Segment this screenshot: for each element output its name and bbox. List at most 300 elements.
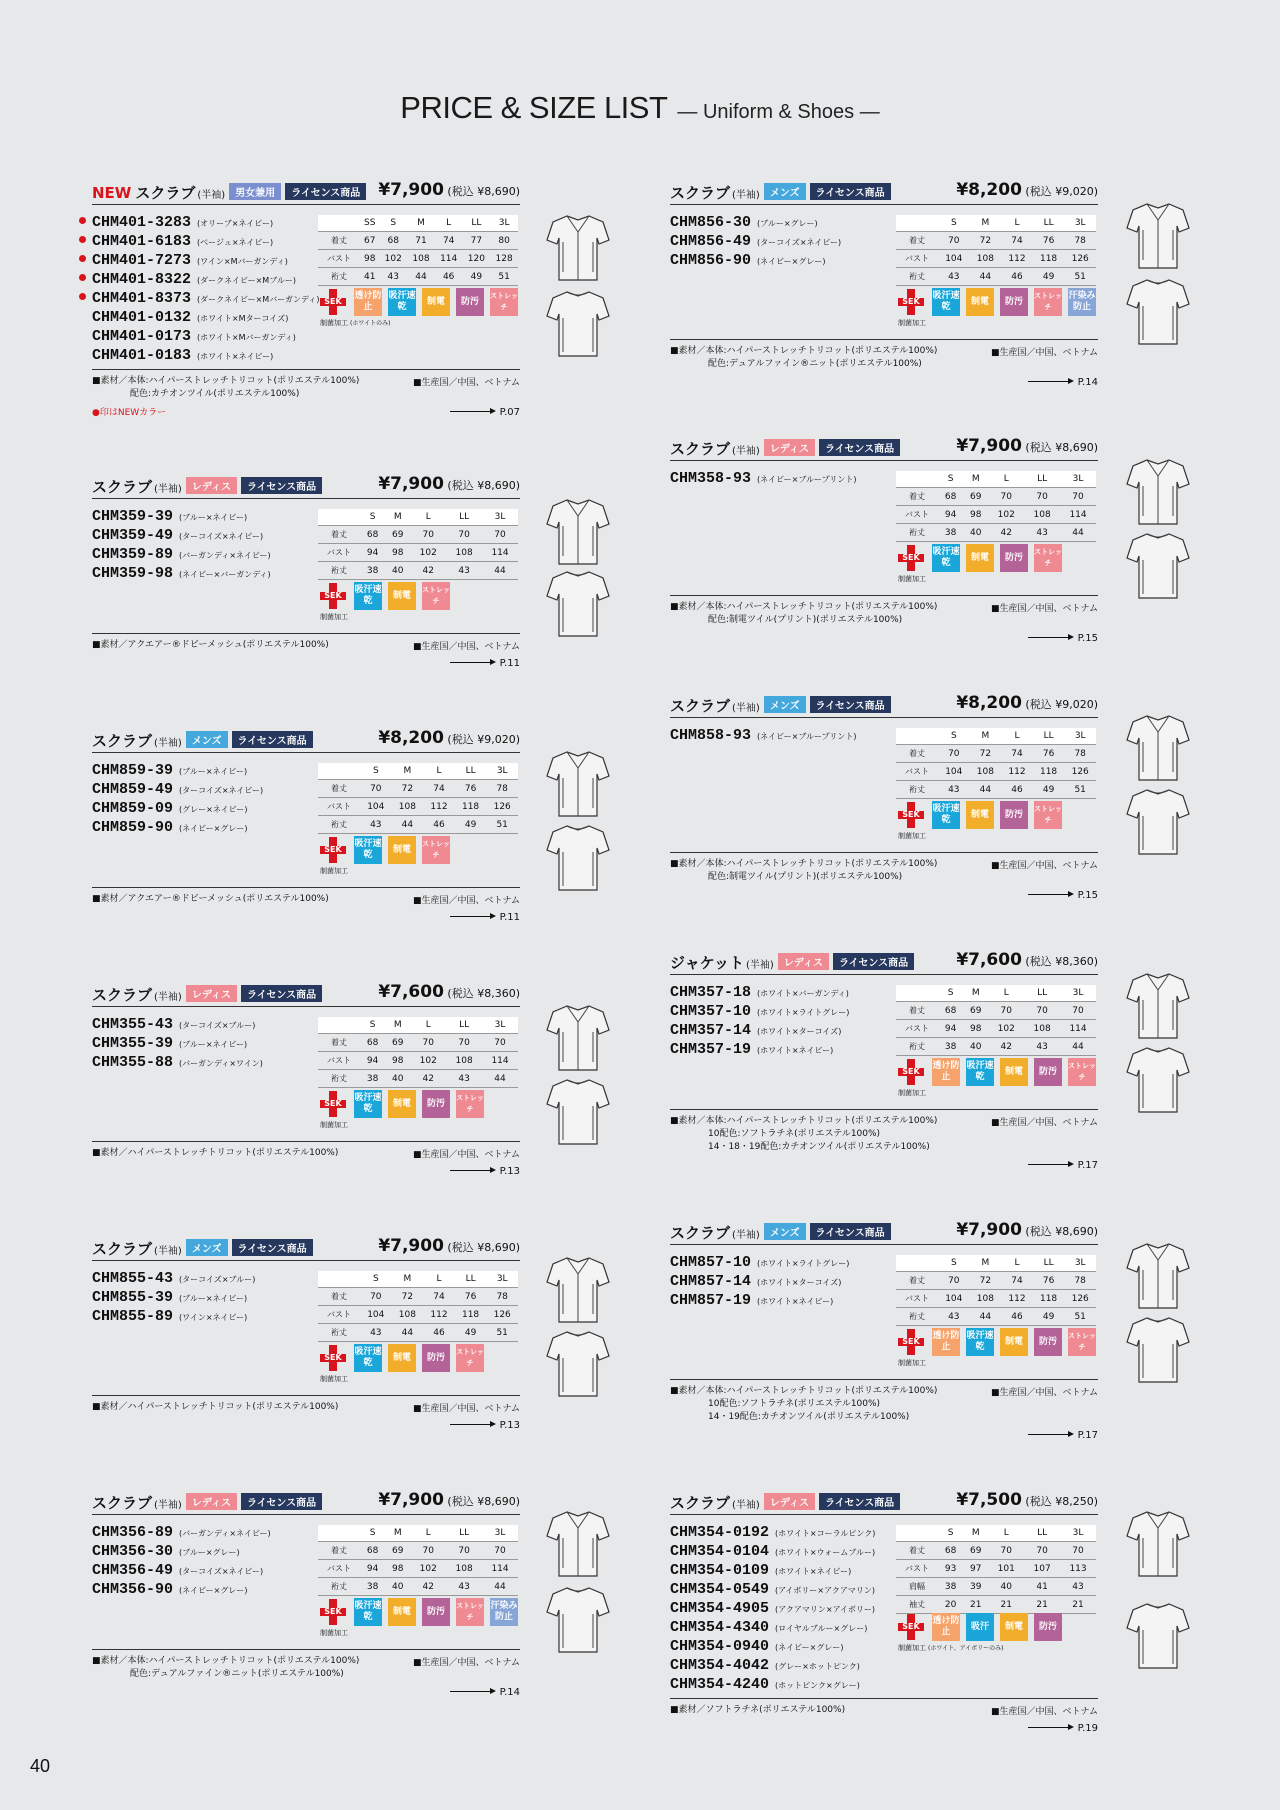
material-text bbox=[92, 375, 359, 401]
function-badges bbox=[320, 1344, 530, 1389]
code-list bbox=[670, 1521, 900, 1692]
garment-front-illustration bbox=[545, 496, 613, 568]
table-row bbox=[896, 232, 1096, 250]
price-tax: (税込 ¥8,690) bbox=[443, 479, 520, 492]
page-ref-label: P.07 bbox=[499, 407, 520, 418]
measure-value: 104 bbox=[360, 1306, 392, 1324]
table-row bbox=[318, 1288, 518, 1306]
material-text bbox=[92, 1147, 338, 1160]
material-line: ■素材／本体:ハイパーストレッチトリコット(ポリエステル100%) bbox=[670, 1116, 938, 1126]
measure-value: 98 bbox=[385, 544, 410, 562]
page-reference[interactable] bbox=[450, 407, 520, 418]
product-code: CHM855-89 bbox=[92, 1308, 174, 1325]
size-label: 3L bbox=[1060, 985, 1096, 1002]
sek-mark: SEK bbox=[902, 810, 920, 819]
page-number: 40 bbox=[30, 1756, 51, 1776]
product-code: CHM859-49 bbox=[92, 781, 174, 798]
list-item bbox=[92, 325, 322, 344]
size-header-row bbox=[318, 1271, 518, 1288]
badge-stretch: ストレッチ bbox=[456, 1090, 484, 1118]
measure-value: 98 bbox=[385, 1052, 410, 1070]
color-name: (ブルー×ネイビー) bbox=[179, 513, 248, 522]
measure-value: 78 bbox=[1064, 232, 1096, 250]
measure-value: 51 bbox=[1064, 781, 1096, 799]
garment-front-illustration bbox=[545, 1254, 613, 1326]
badge-static: 制電 bbox=[422, 288, 450, 316]
country-text: ■生産国／中国、ベトナム bbox=[990, 1118, 1098, 1128]
price bbox=[378, 474, 520, 494]
page-reference[interactable] bbox=[450, 658, 520, 669]
measure-value: 49 bbox=[455, 1324, 487, 1342]
sek-caption: 制菌加工 bbox=[898, 1089, 926, 1097]
page-reference[interactable] bbox=[1028, 1723, 1098, 1734]
measure-value: 46 bbox=[423, 1324, 455, 1342]
product-name: スクラブ bbox=[670, 184, 731, 202]
measure-value: 49 bbox=[1033, 781, 1065, 799]
product-title bbox=[92, 182, 366, 203]
function-badges bbox=[898, 1328, 1108, 1373]
table-row bbox=[318, 1052, 518, 1070]
size-corner bbox=[896, 728, 938, 745]
product-code: CHM354-4240 bbox=[670, 1676, 770, 1693]
size-label: LL bbox=[446, 509, 482, 526]
color-name: (ブルー×ネイビー) bbox=[179, 767, 248, 776]
sek-caption: 制菌加工 bbox=[320, 1375, 348, 1383]
measure-value: 74 bbox=[423, 1288, 455, 1306]
measure-label: 着丈 bbox=[318, 232, 360, 250]
tag-ladies: レディス bbox=[186, 985, 237, 1002]
color-name: (バーガンディ×ワイン) bbox=[179, 1059, 263, 1068]
measure-value: 70 bbox=[360, 780, 392, 798]
list-item bbox=[92, 1540, 322, 1559]
size-label: S bbox=[938, 728, 970, 745]
badge-dirt: 防汚 bbox=[1000, 544, 1028, 572]
size-label: 3L bbox=[490, 215, 518, 232]
function-badges bbox=[898, 288, 1108, 333]
measure-value: 74 bbox=[423, 780, 455, 798]
list-item bbox=[92, 1286, 322, 1305]
product-name: ジャケット bbox=[670, 954, 744, 972]
product-card bbox=[92, 178, 520, 418]
badge-stretch: ストレッチ bbox=[422, 582, 450, 610]
measure-value: 108 bbox=[446, 1560, 482, 1578]
sek-caption: 制菌加工 bbox=[320, 867, 348, 875]
measure-label: 裄丈 bbox=[318, 562, 360, 580]
measure-value: 94 bbox=[360, 544, 385, 562]
page-reference[interactable] bbox=[450, 912, 520, 923]
size-label: M bbox=[392, 1271, 424, 1288]
measure-label: 着丈 bbox=[318, 1542, 360, 1560]
table-row bbox=[896, 1560, 1096, 1578]
size-label: S bbox=[938, 1255, 970, 1272]
product-header bbox=[92, 726, 520, 753]
size-label: M bbox=[385, 509, 410, 526]
measure-value: 74 bbox=[435, 232, 463, 250]
size-label: S bbox=[360, 1017, 385, 1034]
table-row bbox=[318, 1034, 518, 1052]
size-label: S bbox=[938, 985, 963, 1002]
sleeve-type: (半袖) bbox=[197, 190, 226, 201]
measure-label: バスト bbox=[318, 250, 360, 268]
sleeve-type: (半袖) bbox=[154, 1500, 182, 1511]
size-label: M bbox=[963, 1525, 988, 1542]
size-label: LL bbox=[463, 215, 491, 232]
measure-value: 40 bbox=[385, 1578, 410, 1596]
garment-front-illustration bbox=[1125, 1240, 1193, 1312]
garment-front-illustration bbox=[1125, 200, 1193, 272]
tag-license: ライセンス商品 bbox=[810, 1223, 891, 1240]
arrow-icon bbox=[450, 1424, 494, 1425]
tag-mens: メンズ bbox=[764, 183, 806, 200]
product-header bbox=[670, 1218, 1098, 1245]
tag-ladies: レディス bbox=[764, 1493, 815, 1510]
material-line: 配色:制電ツイル(プリント)(ポリエステル100%) bbox=[708, 872, 903, 882]
country-text: ■生産国／中国、ベトナム bbox=[990, 604, 1098, 614]
product-header bbox=[92, 1234, 520, 1261]
material-text bbox=[670, 858, 937, 884]
color-name: (ホワイト×ネイビー) bbox=[757, 1297, 834, 1306]
measure-value: 104 bbox=[938, 763, 970, 781]
divider bbox=[92, 1395, 520, 1396]
table-row bbox=[318, 268, 518, 286]
measure-value: 118 bbox=[455, 1306, 487, 1324]
measure-value: 112 bbox=[423, 798, 455, 816]
measure-value: 108 bbox=[970, 250, 1002, 268]
country-text: ■生産国／中国、ベトナム bbox=[990, 348, 1098, 358]
measure-value: 70 bbox=[446, 1034, 482, 1052]
product-code: CHM356-49 bbox=[92, 1562, 174, 1579]
table-row bbox=[318, 1306, 518, 1324]
measure-value: 94 bbox=[938, 1020, 963, 1038]
material-text bbox=[670, 1385, 937, 1424]
table-row bbox=[896, 781, 1096, 799]
sek-icon bbox=[320, 289, 346, 315]
list-item bbox=[670, 724, 900, 743]
product-code: CHM401-8322 bbox=[92, 271, 192, 288]
measure-label: 着丈 bbox=[896, 1002, 938, 1020]
badge-stretch: ストレッチ bbox=[1034, 801, 1062, 829]
code-list bbox=[92, 1521, 322, 1597]
price-tax: (税込 ¥8,690) bbox=[443, 1241, 520, 1254]
badge-sweat: 吸汗速乾 bbox=[388, 288, 416, 316]
price-value: ¥7,600 bbox=[378, 982, 444, 1002]
country-text: ■生産国／中国、ベトナム bbox=[412, 896, 520, 906]
product-card bbox=[92, 726, 520, 966]
page-reference[interactable] bbox=[1028, 633, 1098, 644]
measure-value: 41 bbox=[1024, 1578, 1060, 1596]
color-name: (ホワイト×ターコイズ) bbox=[757, 1027, 842, 1036]
material-text bbox=[670, 601, 937, 627]
color-name: (グレー×ホットピンク) bbox=[775, 1662, 860, 1671]
table-row bbox=[318, 1578, 518, 1596]
sleeve-type: (半袖) bbox=[732, 1500, 760, 1511]
size-label: S bbox=[360, 1271, 392, 1288]
material-line: ■素材／ソフトラチネ(ポリエステル100%) bbox=[670, 1705, 846, 1715]
measure-value: 76 bbox=[1033, 232, 1065, 250]
measure-value: 44 bbox=[970, 268, 1002, 286]
sleeve-type: (半袖) bbox=[154, 1246, 182, 1257]
color-name: (ダークネイビー×Mブルー) bbox=[197, 276, 296, 285]
product-header bbox=[670, 178, 1098, 205]
measure-label: バスト bbox=[318, 1052, 360, 1070]
size-header-row bbox=[896, 728, 1096, 745]
material-text bbox=[670, 345, 937, 371]
size-table bbox=[896, 1255, 1096, 1326]
material-line: ■素材／本体:ハイパーストレッチトリコット(ポリエステル100%) bbox=[92, 1656, 360, 1666]
measure-value: 97 bbox=[963, 1560, 988, 1578]
new-color-dot bbox=[79, 217, 86, 224]
page-reference[interactable] bbox=[1028, 377, 1098, 388]
table-row bbox=[896, 1020, 1096, 1038]
country-text: ■生産国／中国、ベトナム bbox=[412, 642, 520, 652]
color-name: (ターコイズ×ブルー) bbox=[179, 1021, 256, 1030]
sek-mark: SEK bbox=[902, 553, 920, 562]
product-card bbox=[92, 1488, 520, 1728]
sek-caption: 制菌加工 bbox=[898, 319, 926, 327]
measure-value: 42 bbox=[410, 1578, 446, 1596]
price-tax: (税込 ¥8,250) bbox=[1021, 1495, 1098, 1508]
measure-value: 108 bbox=[970, 763, 1002, 781]
list-item bbox=[92, 230, 322, 249]
list-item bbox=[670, 249, 900, 268]
measure-value: 40 bbox=[385, 1070, 410, 1088]
measure-value: 70 bbox=[482, 1542, 518, 1560]
size-header-row bbox=[318, 763, 518, 780]
list-item bbox=[670, 1019, 900, 1038]
color-name: (グレー×ネイビー) bbox=[179, 805, 248, 814]
country-text: ■生産国／中国、ベトナム bbox=[412, 1150, 520, 1160]
product-title bbox=[92, 984, 322, 1005]
tag-license: ライセンス商品 bbox=[241, 477, 322, 494]
size-label: LL bbox=[455, 1271, 487, 1288]
product-name: スクラブ bbox=[670, 697, 731, 715]
table-row bbox=[896, 524, 1096, 542]
color-name: (アクアマリン×アイボリー) bbox=[775, 1605, 876, 1614]
tag-license: ライセンス商品 bbox=[819, 1493, 900, 1510]
page-title-main: PRICE & SIZE LIST bbox=[400, 90, 668, 125]
page-ref-label: P.14 bbox=[1077, 377, 1098, 388]
price-tax: (税込 ¥8,360) bbox=[1021, 955, 1098, 968]
badge-stretch: ストレッチ bbox=[1068, 1058, 1096, 1086]
product-card bbox=[670, 1218, 1098, 1458]
garment-front-illustration bbox=[1125, 970, 1193, 1042]
color-name: (ネイビー×グレー) bbox=[757, 257, 826, 266]
measure-value: 51 bbox=[1064, 268, 1096, 286]
sek-icon bbox=[898, 1329, 924, 1355]
table-row bbox=[318, 1542, 518, 1560]
color-name: (アイボリー×アクアマリン) bbox=[775, 1586, 876, 1595]
measure-value: 44 bbox=[1060, 524, 1096, 542]
size-header-row bbox=[318, 1017, 518, 1034]
page-reference[interactable] bbox=[1028, 1160, 1098, 1171]
size-label: S bbox=[938, 215, 970, 232]
list-item bbox=[670, 230, 900, 249]
badge-static: 制電 bbox=[388, 1090, 416, 1118]
size-header-row bbox=[318, 1525, 518, 1542]
size-corner bbox=[318, 509, 360, 526]
measure-value: 78 bbox=[486, 780, 518, 798]
product-code: CHM354-4340 bbox=[670, 1619, 770, 1636]
size-corner bbox=[896, 215, 938, 232]
price bbox=[378, 1236, 520, 1256]
measure-value: 74 bbox=[1001, 1272, 1033, 1290]
measure-value: 72 bbox=[970, 1272, 1002, 1290]
tag-license: ライセンス商品 bbox=[810, 183, 891, 200]
badge-sweat: 吸汗速乾 bbox=[966, 1058, 994, 1086]
code-list bbox=[92, 1267, 322, 1324]
product-header bbox=[670, 1488, 1098, 1515]
list-item bbox=[670, 1038, 900, 1057]
table-row bbox=[318, 544, 518, 562]
size-label: M bbox=[970, 728, 1002, 745]
color-name: (ブルー×グレー) bbox=[179, 1548, 240, 1557]
size-table bbox=[896, 1525, 1096, 1614]
color-name: (ダークネイビー×Mバーガンディ) bbox=[197, 295, 320, 304]
price-value: ¥8,200 bbox=[378, 728, 444, 748]
list-item bbox=[670, 981, 900, 1000]
product-code: CHM859-39 bbox=[92, 762, 174, 779]
measure-value: 102 bbox=[988, 1020, 1024, 1038]
measure-label: 着丈 bbox=[318, 1034, 360, 1052]
divider bbox=[670, 1698, 1098, 1699]
sleeve-type: (半袖) bbox=[154, 738, 182, 749]
sek-icon bbox=[320, 1599, 346, 1625]
price bbox=[378, 180, 520, 200]
sek-caption: 制菌加工 bbox=[320, 613, 348, 621]
list-item bbox=[670, 1251, 900, 1270]
size-label: M bbox=[392, 763, 424, 780]
price bbox=[956, 1220, 1098, 1240]
size-label: L bbox=[410, 509, 446, 526]
size-corner bbox=[896, 1255, 938, 1272]
measure-label: 着丈 bbox=[896, 1272, 938, 1290]
sek-mark: SEK bbox=[324, 1353, 342, 1362]
tag-license: ライセンス商品 bbox=[819, 439, 900, 456]
sek-icon bbox=[898, 1059, 924, 1085]
product-code: CHM856-90 bbox=[670, 252, 752, 269]
color-name: (ネイビー×ブループリント) bbox=[757, 475, 857, 484]
material-line: 配色:制電ツイル(プリント)(ポリエステル100%) bbox=[708, 615, 903, 625]
measure-value: 51 bbox=[490, 268, 518, 286]
product-code: CHM359-98 bbox=[92, 565, 174, 582]
page-reference[interactable] bbox=[450, 1687, 520, 1698]
size-table bbox=[896, 215, 1096, 286]
list-item bbox=[92, 797, 322, 816]
code-list bbox=[670, 211, 900, 268]
measure-label: 裄丈 bbox=[896, 1038, 938, 1056]
table-row bbox=[896, 1542, 1096, 1560]
table-row bbox=[318, 526, 518, 544]
measure-label: 裄丈 bbox=[896, 524, 938, 542]
product-card bbox=[92, 1234, 520, 1474]
measure-value: 70 bbox=[410, 526, 446, 544]
page-reference[interactable] bbox=[1028, 890, 1098, 901]
size-corner bbox=[318, 763, 360, 780]
measure-value: 44 bbox=[407, 268, 435, 286]
size-table bbox=[896, 471, 1096, 542]
measure-value: 76 bbox=[455, 780, 487, 798]
material-text bbox=[670, 1115, 937, 1154]
badge-sweat: 吸汗速乾 bbox=[932, 801, 960, 829]
size-label: M bbox=[970, 1255, 1002, 1272]
measure-label: バスト bbox=[896, 250, 938, 268]
table-row bbox=[896, 1038, 1096, 1056]
badge-sweat: 吸汗速乾 bbox=[354, 836, 382, 864]
badge-static: 制電 bbox=[1000, 1058, 1028, 1086]
measure-label: バスト bbox=[318, 1560, 360, 1578]
list-item bbox=[92, 778, 322, 797]
size-header-row bbox=[896, 1525, 1096, 1542]
product-title bbox=[670, 1492, 900, 1513]
color-name: (ホワイト×Mターコイズ) bbox=[197, 314, 289, 323]
badge-stretch: ストレッチ bbox=[490, 288, 518, 316]
measure-value: 94 bbox=[938, 506, 963, 524]
measure-value: 98 bbox=[963, 1020, 988, 1038]
measure-value: 21 bbox=[1024, 1596, 1060, 1614]
garment-back-illustration bbox=[545, 1076, 613, 1148]
measure-value: 114 bbox=[482, 1052, 518, 1070]
product-name: スクラブ bbox=[92, 1494, 153, 1512]
color-name: (ベージュ×ネイビー) bbox=[197, 238, 274, 247]
product-code: CHM356-89 bbox=[92, 1524, 174, 1541]
measure-value: 68 bbox=[938, 1002, 963, 1020]
measure-value: 77 bbox=[463, 232, 491, 250]
product-code: CHM859-09 bbox=[92, 800, 174, 817]
material-line: ■素材／本体:ハイパーストレッチトリコット(ポリエステル100%) bbox=[92, 376, 360, 386]
product-code: CHM354-4042 bbox=[670, 1657, 770, 1674]
measure-label: バスト bbox=[896, 1560, 938, 1578]
color-name: (ネイビー×ブループリント) bbox=[757, 732, 857, 741]
measure-value: 43 bbox=[446, 562, 482, 580]
sek-icon bbox=[320, 1345, 346, 1371]
size-label: L bbox=[410, 1525, 446, 1542]
measure-value: 126 bbox=[1064, 1290, 1096, 1308]
page-ref-label: P.13 bbox=[499, 1420, 520, 1431]
function-badges bbox=[320, 1598, 530, 1643]
divider bbox=[670, 1379, 1098, 1380]
size-label: M bbox=[407, 215, 435, 232]
measure-value: 102 bbox=[410, 544, 446, 562]
measure-label: 着丈 bbox=[896, 1542, 938, 1560]
measure-value: 70 bbox=[1060, 1002, 1096, 1020]
measure-label: 着丈 bbox=[318, 780, 360, 798]
material-line: ■素材／ハイパーストレッチトリコット(ポリエステル100%) bbox=[92, 1402, 339, 1412]
size-label: M bbox=[385, 1017, 410, 1034]
size-corner bbox=[896, 471, 938, 488]
list-item bbox=[92, 505, 322, 524]
material-text bbox=[92, 639, 329, 652]
new-label: NEW bbox=[92, 184, 132, 202]
product-code: CHM354-0104 bbox=[670, 1543, 770, 1560]
new-color-dot bbox=[79, 236, 86, 243]
measure-value: 70 bbox=[360, 1288, 392, 1306]
product-name: スクラブ bbox=[670, 1224, 731, 1242]
badge-transp: 透け防止 bbox=[932, 1328, 960, 1356]
page-reference[interactable] bbox=[450, 1166, 520, 1177]
page-reference[interactable] bbox=[1028, 1430, 1098, 1441]
material-line: ■素材／ハイパーストレッチトリコット(ポリエステル100%) bbox=[92, 1148, 339, 1158]
measure-value: 43 bbox=[938, 268, 970, 286]
price bbox=[956, 436, 1098, 456]
page-reference[interactable] bbox=[450, 1420, 520, 1431]
arrow-icon bbox=[1028, 637, 1072, 638]
product-code: CHM857-19 bbox=[670, 1292, 752, 1309]
sek-icon bbox=[320, 583, 346, 609]
product-code: CHM357-10 bbox=[670, 1003, 752, 1020]
size-label: S bbox=[938, 471, 963, 488]
size-header-row bbox=[318, 215, 518, 232]
size-corner bbox=[896, 985, 938, 1002]
